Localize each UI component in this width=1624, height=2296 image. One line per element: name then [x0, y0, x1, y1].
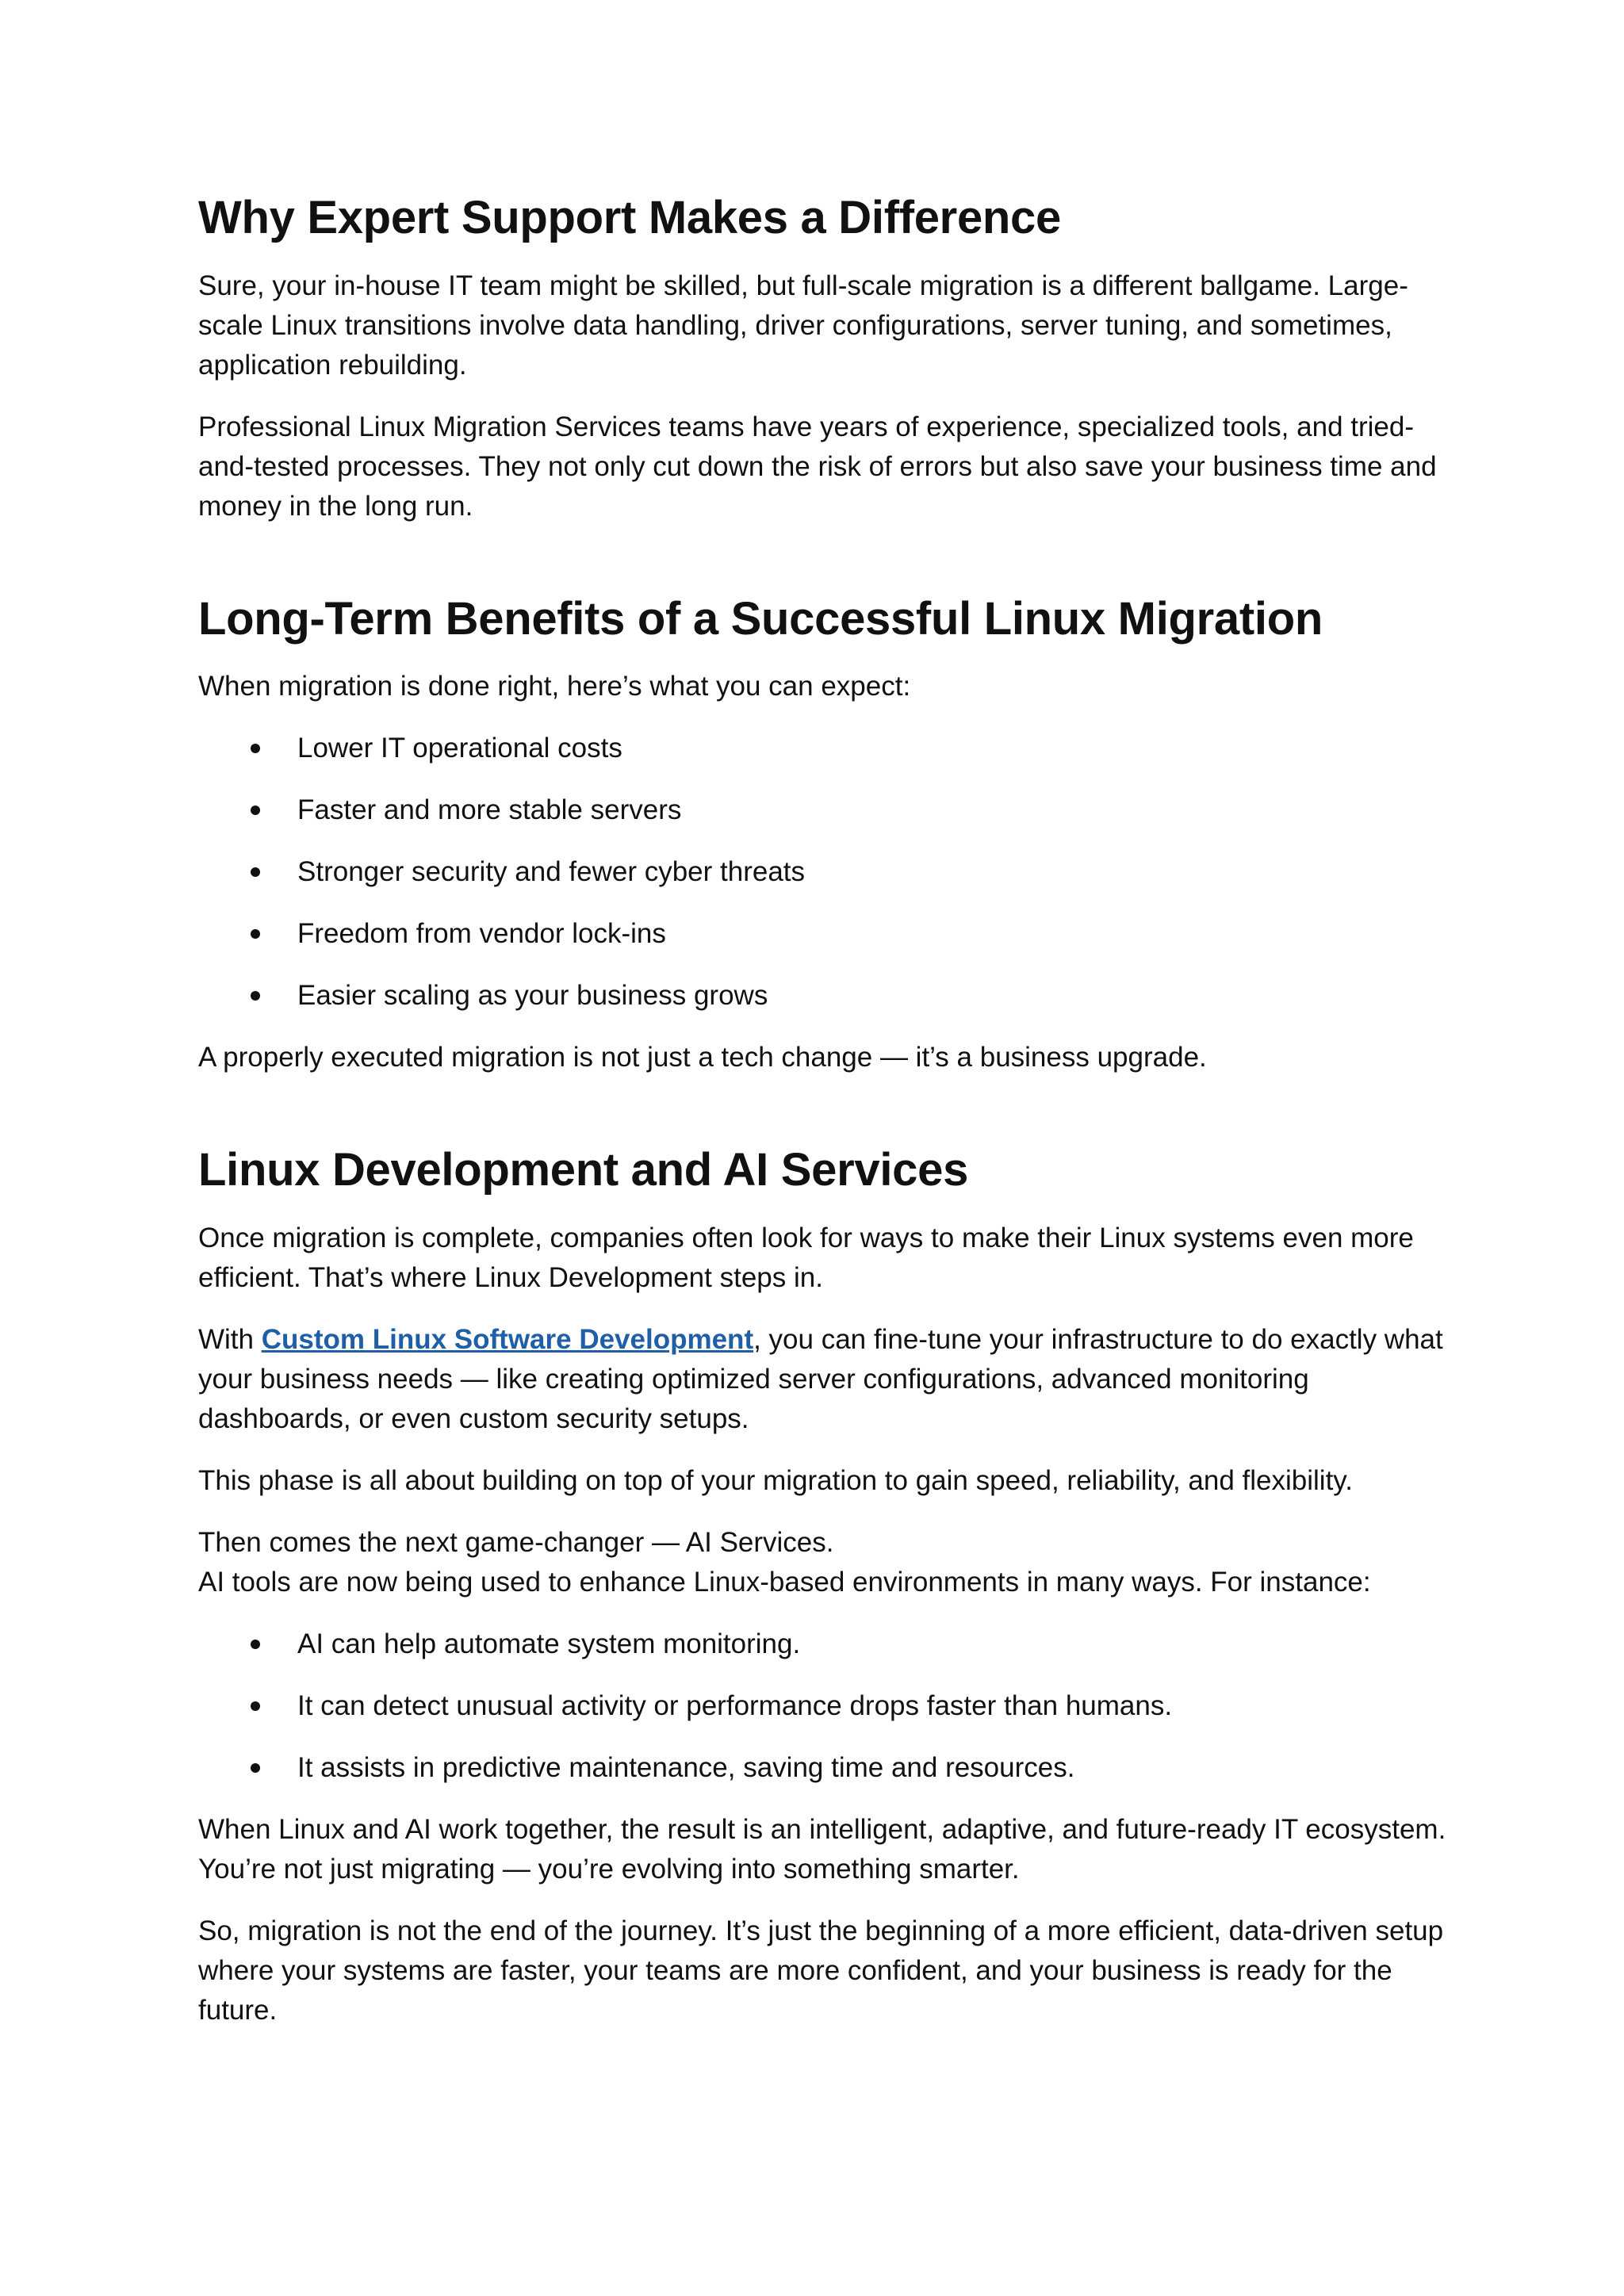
section-long-term-benefits [198, 591, 1451, 1078]
list-item: AI can help automate system monitoring. [198, 1624, 1451, 1664]
heading-expert-support: Why Expert Support Makes a Difference [198, 192, 1061, 243]
heading-linux-dev-ai: Linux Development and AI Services [198, 1144, 969, 1196]
bullet-icon [251, 867, 260, 877]
list-item: It assists in predictive maintenance, saving time and resources. [198, 1748, 1451, 1788]
paragraph: When Linux and AI work together, the result is an intelligent, adaptive, and future-ready IT ecosystem. You’re not just migrating — you’re evolving into something smarter. [198, 1813, 1446, 1885]
bullet-icon [251, 1701, 260, 1711]
list-item: Freedom from vendor lock-ins [198, 914, 1451, 954]
benefits-list [198, 729, 1451, 1016]
section-expert-support [198, 190, 1451, 526]
document-page [198, 190, 1451, 2053]
list-item: Faster and more stable servers [198, 790, 1451, 830]
paragraph: When migration is done right, here’s what you can expect: [198, 671, 911, 702]
paragraph: So, migration is not the end of the journey. It’s just the beginning of a more efficient, data-driven setup where your systems are faster, your teams are more confident, and your business is ready for the future. [198, 1915, 1444, 2026]
bullet-icon [251, 991, 260, 1001]
list-item: Stronger security and fewer cyber threats [198, 852, 1451, 892]
list-item: Lower IT operational costs [198, 729, 1451, 768]
paragraph: Professional Linux Migration Services teams have years of experience, specialized tools, and tried-and-tested processes. They not only cut down the risk of errors but also save your business time and money in the long run. [198, 411, 1437, 522]
paragraph: A properly executed migration is not just a tech change — it’s a business upgrade. [198, 1042, 1207, 1073]
list-item: Easier scaling as your business grows [198, 976, 1451, 1016]
paragraph: Sure, your in-house IT team might be skilled, but full-scale migration is a different ballgame. Large-scale Linux transitions involve data handling, driver configurations, server tuning, and sometimes, application rebuilding. [198, 270, 1408, 381]
list-item: It can detect unusual activity or performance drops faster than humans. [198, 1686, 1451, 1726]
bullet-icon [251, 806, 260, 815]
bullet-icon [251, 1640, 260, 1649]
ai-benefits-list [198, 1624, 1451, 1788]
bullet-icon [251, 929, 260, 939]
bullet-icon [251, 744, 260, 753]
heading-long-term-benefits: Long-Term Benefits of a Successful Linux Migration [198, 592, 1323, 645]
paragraph: Then comes the next game-changer — AI Services. AI tools are now being used to enhance Linux-based environments in many ways. For instance: [198, 1526, 1371, 1598]
paragraph: Once migration is complete, companies often look for ways to make their Linux systems even more efficient. That’s where Linux Development steps in. [198, 1222, 1414, 1293]
section-linux-dev-ai [198, 1142, 1451, 2030]
paragraph: This phase is all about building on top of your migration to gain speed, reliability, and flexibility. [198, 1464, 1353, 1496]
paragraph-with-link: With Custom Linux Software Development, you can fine-tune your infrastructure to do exactly what your business needs — like creating optimized server configurations, advanced monitoring dashboards, or even custom security setups. [198, 1323, 1443, 1434]
custom-linux-software-development-link[interactable]: Custom Linux Software Development [261, 1323, 754, 1355]
bullet-icon [251, 1763, 260, 1773]
